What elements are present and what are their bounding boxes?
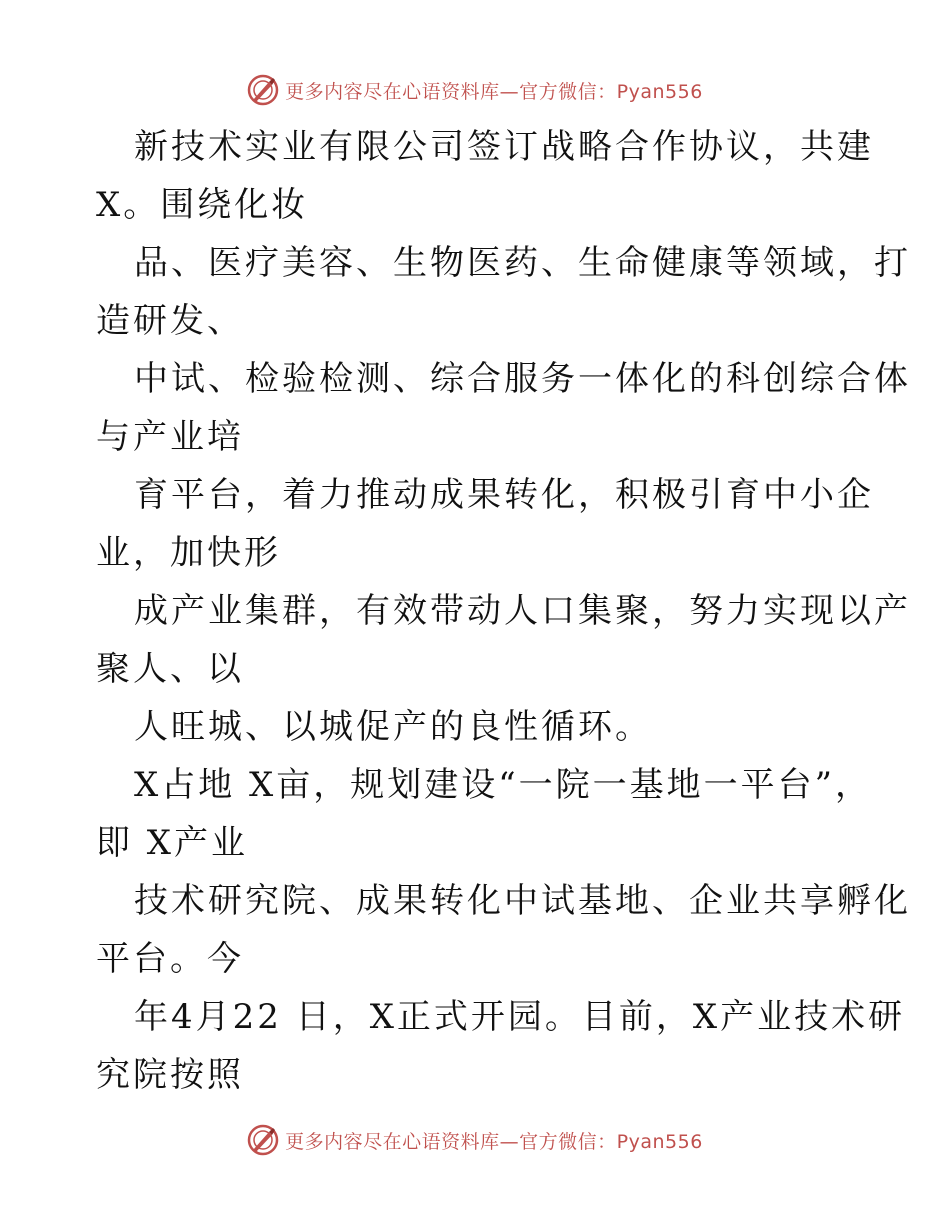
text-line: 与产业培 — [96, 417, 244, 457]
text-line: 业，加快形 — [96, 533, 281, 573]
text-line: 即 X产业 — [96, 823, 249, 863]
text-line: 造研发、 — [96, 301, 244, 341]
text-line: 人旺城、以城促产的良性循环。 — [134, 707, 652, 747]
text-line: 聚人、以 — [96, 649, 244, 689]
text-line: 平台。今 — [96, 939, 244, 979]
text-line: 中试、检验检测、综合服务一体化的科创综合体 — [134, 359, 911, 399]
text-line: 年4月22 日，X正式开园。目前，X产业技术研 — [134, 997, 906, 1037]
document-body — [96, 118, 911, 1104]
pen-logo-icon — [247, 1124, 279, 1156]
header-banner-text: 更多内容尽在心语资料库—官方微信：Pyan556 — [285, 80, 703, 103]
text-line: X占地 X亩，规划建设“一院一基地一平台”， — [134, 765, 872, 805]
text-line: X。围绕化妆 — [96, 185, 309, 225]
footer-banner-text: 更多内容尽在心语资料库—官方微信：Pyan556 — [285, 1130, 703, 1153]
header-banner — [0, 70, 950, 110]
text-line: 究院按照 — [96, 1055, 244, 1095]
pen-logo-icon — [247, 74, 279, 106]
text-line: 技术研究院、成果转化中试基地、企业共享孵化 — [134, 881, 911, 921]
text-line: 育平台，着力推动成果转化，积极引育中小企 — [134, 475, 874, 515]
text-line: 新技术实业有限公司签订战略合作协议，共建 — [134, 127, 874, 167]
text-line: 品、医疗美容、生物医药、生命健康等领域，打 — [134, 243, 911, 283]
text-line: 成产业集群，有效带动人口集聚，努力实现以产 — [134, 591, 911, 631]
footer-banner — [0, 1120, 950, 1160]
